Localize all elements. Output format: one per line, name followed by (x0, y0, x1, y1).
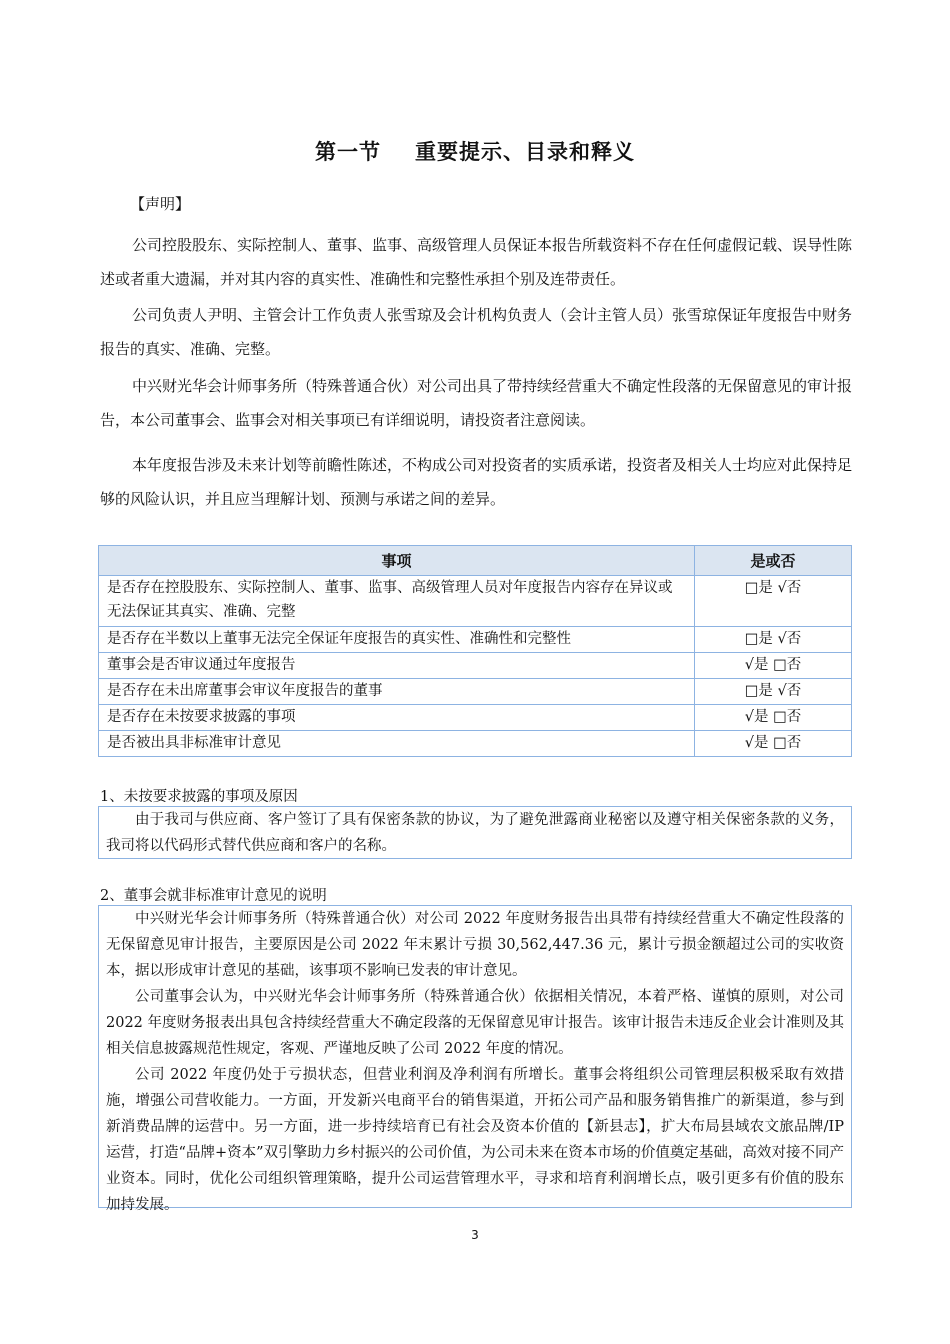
section-2-paragraph: 中兴财光华会计师事务所（特殊普通合伙）对公司 2022 年度财务报告出具带有持续经营重大不确定性段落的无保留意见审计报告，主要原因是公司 2022 年末累计亏损 30,562,447.36 元，累计亏损金额超过公司的实收资本，据以形成审计意见的基础，该事项不影响已发表的审计意见。 (106, 911, 844, 979)
page-title (0, 136, 950, 166)
item-cell: 是否存在未按要求披露的事项 (99, 705, 695, 731)
item-cell: 是否存在控股股东、实际控制人、董事、监事、高级管理人员对年度报告内容存在异议或无法保证其真实、准确、完整 (99, 576, 695, 627)
table-row (99, 705, 852, 731)
section-1-text: 由于我司与供应商、客户签订了具有保密条款的协议，为了避免泄露商业秘密以及遵守相关保密条款的义务，我司将以代码形式替代供应商和客户的名称。 (106, 812, 844, 854)
section-2-paragraph: 公司 2022 年度仍处于亏损状态，但营业利润及净利润有所增长。董事会将组织公司管理层积极采取有效措施，增强公司营收能力。一方面，开发新兴电商平台的销售渠道，开拓公司产品和服务销售推广的新渠道，参与到新消费品牌的运营中。另一方面，进一步持续培育已有社会及资本价值的【新县志】，扩大布局县域农文旅品牌/IP 运营，打造“品牌+资本”双引擎助力乡村振兴的公司价值，为公司未来在资本市场的价值奠定基础，高效对接不同产业资本。同时，优化公司组织管理策略，提升公司运营管理水平，寻求和培育利润增长点，吸引更多有价值的股东加持发展。 (106, 1067, 844, 1213)
table-row (99, 653, 852, 679)
answer-cell: □是 √否 (695, 576, 852, 627)
declaration-heading: 【声明】 (130, 195, 191, 213)
item-cell: 董事会是否审议通过年度报告 (99, 653, 695, 679)
disclosure-table (98, 545, 852, 757)
table-header-row (99, 546, 852, 576)
section-1-heading: 1、未按要求披露的事项及原因 (100, 789, 298, 805)
section-2-heading: 2、董事会就非标准审计意见的说明 (100, 888, 327, 904)
table-row (99, 576, 852, 627)
section-2-paragraph: 公司董事会认为，中兴财光华会计师事务所（特殊普通合伙）依据相关情况，本着严格、谨慎的原则，对公司 2022 年度财务报表出具包含持续经营重大不确定段落的无保留意见审计报告。该审计报告未违反企业会计准则及其相关信息披露规范性规定，客观、严谨地反映了公司 2022 年度的情况。 (106, 989, 844, 1057)
answer-cell: □是 √否 (695, 679, 852, 705)
declaration-paragraph: 本年度报告涉及未来计划等前瞻性陈述，不构成公司对投资者的实质承诺，投资者及相关人士均应对此保持足够的风险认识，并且应当理解计划、预测与承诺之间的差异。 (100, 456, 853, 508)
answer-cell: √是 □否 (695, 653, 852, 679)
declaration-paragraph: 公司控股股东、实际控制人、董事、监事、高级管理人员保证本报告所载资料不存在任何虚假记载、误导性陈述或者重大遗漏，并对其内容的真实性、准确性和完整性承担个别及连带责任。 (100, 236, 853, 288)
item-cell: 是否存在未出席董事会审议年度报告的董事 (99, 679, 695, 705)
item-cell: 是否被出具非标准审计意见 (99, 731, 695, 757)
declaration-paragraph: 中兴财光华会计师事务所（特殊普通合伙）对公司出具了带持续经营重大不确定性段落的无保留意见的审计报告，本公司董事会、监事会对相关事项已有详细说明，请投资者注意阅读。 (100, 377, 853, 429)
column-header-item: 事项 (99, 546, 695, 576)
declaration-paragraph: 公司负责人尹明、主管会计工作负责人张雪琼及会计机构负责人（会计主管人员）张雪琼保证年度报告中财务报告的真实、准确、完整。 (100, 306, 853, 358)
table-row (99, 679, 852, 705)
column-header-answer: 是或否 (695, 546, 852, 576)
section-title: 重要提示、目录和释义 (415, 140, 635, 164)
answer-cell: □是 √否 (695, 627, 852, 653)
page-number: 3 (471, 1228, 479, 1242)
section-number: 第一节 (315, 140, 381, 164)
answer-cell: √是 □否 (695, 705, 852, 731)
section-2-box (98, 905, 852, 1213)
item-cell: 是否存在半数以上董事无法完全保证年度报告的真实性、准确性和完整性 (99, 627, 695, 653)
table-row (99, 627, 852, 653)
section-1-box (98, 806, 852, 859)
table-row (99, 731, 852, 757)
answer-cell: √是 □否 (695, 731, 852, 757)
